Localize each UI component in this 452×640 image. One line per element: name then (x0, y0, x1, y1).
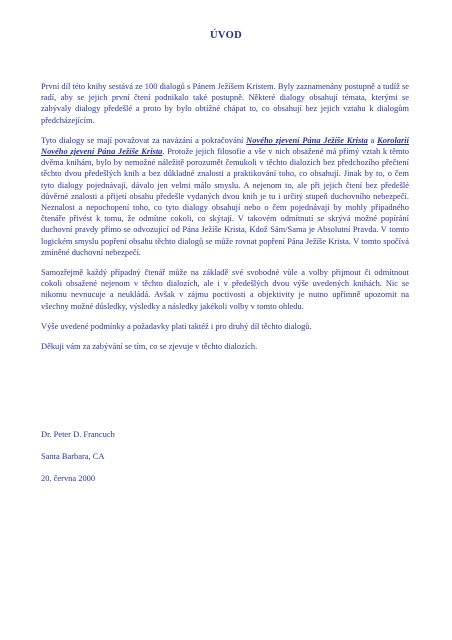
book-reference-new-revelation: Nového zjevení Pána Ježíše Krista (246, 134, 368, 145)
page-title: ÚVOD (210, 30, 242, 41)
paragraph-5: Děkuji vám za zabývání se tím, co se zjevuje v těchto dialozích. (41, 341, 258, 352)
paragraph-3: Samozřejmě každý případný čtenář může na základě své svobodné vůle a volby přijmout či odmítnout cokoli obsažené nejenom v těchto dialozích, ale i v předešlých dvou výše uvedených knihách. Nic se nikomu nevnucuje a neukládá. Avšak v zájmu poctivosti a objektivity je nutno upřímně upozornit na všechny možné důsledky, výsledky a následky jakékoli volby v tomto ohledu. (41, 267, 409, 311)
book-reference-corollaries: Korolarií Nového zjevení Pána Ježíše Krista (41, 134, 409, 157)
paragraph-4: Výše uvedené podmínky a požadavky platí taktéž i pro druhý díl těchto dialogů. (41, 320, 312, 331)
signature-block (41, 429, 115, 496)
paragraph-2-rest: . Protože jejich filosofie a vše v nich obsažené má přímý vztah k těmto dvěma knihám, bylo by nemožné náležitě porozumět čemukoli v těchto dialozích bez předchozího přečtení těchto dvou předešlých knih a bez důkladné znalosti a praktikování toho, co obsahují. Jinak by to, o čem tyto dialogy pojednávají, dávalo jen velmi málo smyslu. A nejenom to, ale při jejich čtení bez předešlé důvěrné znalosti a přijetí obsahu předešle vydaných dvou knih je tu i určitý stupeň duchovního nebezpečí. Neznalost a nepochopení toho, co tyto dialogy obsahují nebo o čem pojednávají by mohly případného čtenáře přivést k tomu, že odmítne cokoli, co skýtají. V takovém odmítnutí se skrývá možné popírání duchovní pravdy přímo se odvozující od Pána Ježíše Krista, Kdož Sám/Sama je Absolutní Pravda. V tomto logickém smyslu popření obsahu těchto dialogů se může rovnat popření Pána Ježíše Krista. V tomto spočívá zmíněné duchovní nebezpečí. (41, 146, 409, 257)
signature-name: Dr. Peter D. Francuch (41, 429, 115, 439)
signature-place: Santa Barbara, CA (41, 451, 105, 462)
document-body (41, 81, 409, 361)
paragraph-2-intro: Tyto dialogy se mají považovat za navázání a pokračování (41, 134, 247, 145)
paragraph-2 (41, 135, 409, 258)
paragraph-2-conjunction: a (367, 134, 378, 145)
signature-date: 20. června 2000 (41, 473, 96, 484)
paragraph-1: První díl této knihy sestává ze 100 dialogů s Pánem Ježíšem Kristem. Byly zaznamenány postupně a tudíž se radí, aby se jejich první čtení podnikalo také postupně. Některé dialogy obsahují témata, kterými se zabývaly dialogy předešlé a proto by bylo obtížné chápat to, co obsahují bez jejich vztahu k dialogům předcházejícím. (41, 81, 409, 125)
